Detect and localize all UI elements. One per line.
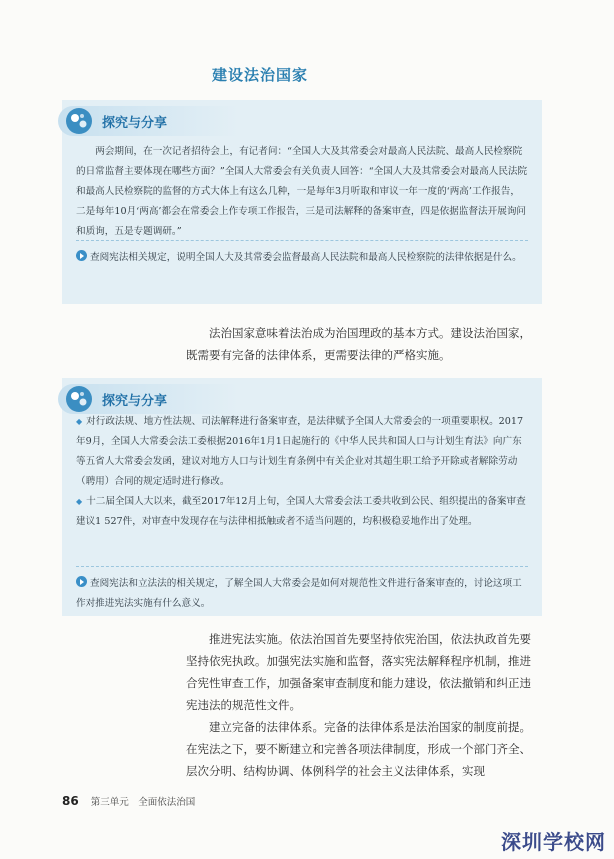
main-paragraph [186, 322, 542, 366]
play-icon [76, 576, 87, 587]
page-number: 86 [62, 794, 79, 808]
explore-title: 探究与分享 [102, 116, 168, 131]
watermark: 深圳学校网 [501, 830, 606, 854]
bullet-text: 对行政法规、地方性法规、司法解释进行备案审查，是法律赋予全国人大常委会的一项重要职权。2017年9月，全国人大常委会法工委根据2016年1月1日起施行的《中华人民共和国人口与计划生育法》向广东等五省人大常委会发函，建议对地方人口与计划生育条例中有关企业对其超生职工给予开除或者解除劳动（聘用）合同的规定适时进行修改。 [76, 416, 524, 487]
page-footer [62, 794, 195, 808]
diamond-icon: ◆ [76, 497, 83, 506]
bullet-item [76, 492, 528, 532]
main-paragraph [186, 628, 542, 782]
divider [76, 240, 528, 241]
play-icon [76, 250, 87, 261]
puzzle-icon [66, 108, 92, 134]
explore-header [58, 106, 238, 136]
question [76, 574, 528, 614]
question-text: 查阅宪法相关规定，说明全国人大及其常委会监督最高人民法院和最高人民检察院的法律依据是什么。 [90, 252, 522, 263]
paragraph-text: 法治国家意味着法治成为治国理政的基本方式。建设法治国家，既需要有完备的法律体系，更需要法律的严格实施。 [186, 326, 531, 362]
explore-box-2 [62, 378, 542, 616]
section-title: 建设法治国家 [212, 66, 309, 84]
case-paragraph: 两会期间，在一次记者招待会上，有记者问：“全国人大及其常委会对最高人民法院、最高人民检察院的日常监督主要体现在哪些方面？”全国人大常委会有关负责人回答：“全国人大及其常委会对最高人民法院和最高人民检察院的监督的方式大体上有这么几种，一是每年3月听取和审议一年一度的‘两高’工作报告，二是每年10月‘两高’都会在常委会上作专项工作报告，三是司法解释的备案审查，四是依据监督法开展询问和质询，五是专题调研。” [76, 146, 528, 237]
unit-label: 第三单元 全面依法治国 [90, 797, 196, 808]
divider [76, 566, 528, 567]
question-text: 查阅宪法和立法法的相关规定，了解全国人大常委会是如何对规范性文件进行备案审查的，讨论这项工作对推进宪法实施有什么意义。 [76, 578, 522, 609]
paragraph-text: 建立完备的法律体系。完备的法律体系是法治国家的制度前提。在宪法之下，要不断建立和完善各项法律制度，形成一个部门齐全、层次分明、结构协调、体例科学的社会主义法律体系，实现 [186, 720, 531, 778]
bullet-text: 十二届全国人大以来，截至2017年12月上旬，全国人大常委会法工委共收到公民、组织提出的备案审查建议1 527件，对审查中发现存在与法律相抵触或者不适当问题的，均积极稳妥地作出了处理。 [76, 496, 526, 527]
box-body [76, 142, 528, 242]
explore-box-1 [62, 100, 542, 304]
question [76, 248, 528, 268]
diamond-icon: ◆ [76, 417, 83, 426]
paragraph-text: 推进宪法实施。依法治国首先要坚持依宪治国，依法执政首先要坚持依宪执政。加强宪法实施和监督，落实宪法解释程序机制，推进合宪性审查工作，加强备案审查制度和能力建设，依法撤销和纠正违宪违法的规范性文件。 [186, 632, 531, 712]
box-body [76, 412, 528, 532]
bullet-item [76, 412, 528, 492]
explore-title: 探究与分享 [102, 394, 168, 409]
explore-header [58, 384, 238, 414]
puzzle-icon [66, 386, 92, 412]
